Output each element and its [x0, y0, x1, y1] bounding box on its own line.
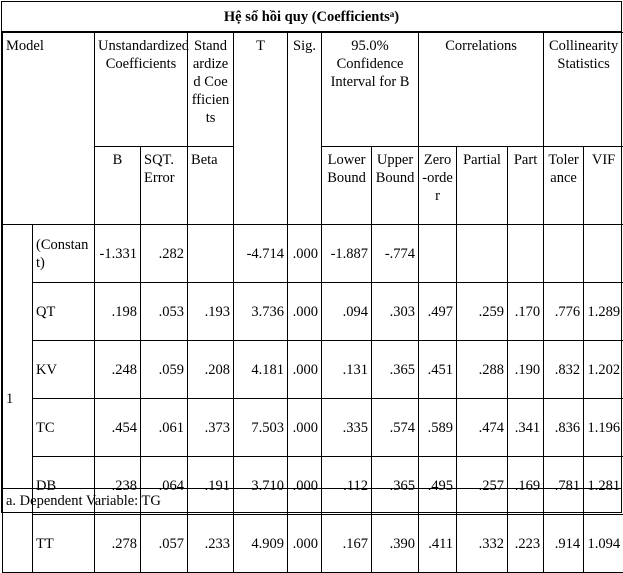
cell-upper: .365	[372, 457, 419, 515]
cell-lower: -1.887	[322, 225, 372, 283]
cell-beta: .373	[188, 399, 234, 457]
cell-vif: 1.094	[584, 515, 623, 573]
header-part: Part	[508, 147, 544, 225]
header-lower-bound: Lower Bound	[322, 147, 372, 225]
cell-vif	[584, 225, 623, 283]
table-row	[3, 283, 623, 341]
cell-zero	[419, 225, 457, 283]
table-row	[3, 225, 623, 283]
cell-lower: .131	[322, 341, 372, 399]
row-label: KV	[33, 341, 95, 399]
cell-b: .198	[95, 283, 141, 341]
header-partial: Partial	[457, 147, 508, 225]
cell-zero: .497	[419, 283, 457, 341]
cell-partial: .259	[457, 283, 508, 341]
cell-t: 4.181	[234, 341, 288, 399]
cell-beta: .191	[188, 457, 234, 515]
cell-sig: .000	[288, 341, 322, 399]
cell-tolerance: .832	[544, 341, 584, 399]
cell-t: -4.714	[234, 225, 288, 283]
cell-lower: .335	[322, 399, 372, 457]
cell-b: .238	[95, 457, 141, 515]
header-sig: Sig.	[288, 33, 322, 225]
header-correlations: Correlations	[419, 33, 544, 147]
cell-sig: .000	[288, 515, 322, 573]
cell-part: .169	[508, 457, 544, 515]
cell-sig: .000	[288, 283, 322, 341]
cell-zero: .451	[419, 341, 457, 399]
cell-beta	[188, 225, 234, 283]
cell-se: .061	[141, 399, 188, 457]
cell-t: 3.736	[234, 283, 288, 341]
cell-lower: .112	[322, 457, 372, 515]
cell-beta: .208	[188, 341, 234, 399]
cell-b: .454	[95, 399, 141, 457]
cell-b: .278	[95, 515, 141, 573]
header-zero-order: Zero-order	[419, 147, 457, 225]
header-upper-bound: Upper Bound	[372, 147, 419, 225]
header-unstandardized: Unstandardized Coefficients	[95, 33, 188, 147]
cell-tolerance: .781	[544, 457, 584, 515]
cell-beta: .233	[188, 515, 234, 573]
row-label: QT	[33, 283, 95, 341]
cell-partial: .288	[457, 341, 508, 399]
cell-se: .053	[141, 283, 188, 341]
cell-se: .282	[141, 225, 188, 283]
cell-zero: .411	[419, 515, 457, 573]
coefficients-table-frame	[1, 1, 622, 513]
header-b: B	[95, 147, 141, 225]
cell-part: .170	[508, 283, 544, 341]
title-superscript: a	[390, 9, 395, 19]
row-label: TC	[33, 399, 95, 457]
cell-t: 4.909	[234, 515, 288, 573]
cell-sig: .000	[288, 399, 322, 457]
header-std-error: SQT. Error	[141, 147, 188, 225]
header-tolerance: Tolerance	[544, 147, 584, 225]
cell-vif: 1.202	[584, 341, 623, 399]
cell-partial: .257	[457, 457, 508, 515]
header-beta: Beta	[188, 147, 234, 225]
cell-upper: .303	[372, 283, 419, 341]
row-label: DB	[33, 457, 95, 515]
cell-lower: .167	[322, 515, 372, 573]
cell-se: .057	[141, 515, 188, 573]
title-text: Hệ số hồi quy (Coefficients	[224, 9, 390, 25]
header-confidence-interval: 95.0% Confidence Interval for B	[322, 33, 419, 147]
table-row	[3, 515, 623, 573]
cell-se: .064	[141, 457, 188, 515]
header-collinearity: Collinearity Statistics	[544, 33, 623, 147]
table-title: Hệ số hồi quy (Coefficients$^a$)	[2, 2, 621, 32]
cell-partial	[457, 225, 508, 283]
table-row	[3, 399, 623, 457]
model-number: 1	[3, 225, 33, 573]
header-vif: VIF	[584, 147, 623, 225]
cell-upper: .390	[372, 515, 419, 573]
cell-part	[508, 225, 544, 283]
cell-tolerance: .836	[544, 399, 584, 457]
cell-t: 7.503	[234, 399, 288, 457]
cell-part: .223	[508, 515, 544, 573]
cell-se: .059	[141, 341, 188, 399]
cell-vif: 1.196	[584, 399, 623, 457]
header-t: T	[234, 33, 288, 225]
cell-upper: .574	[372, 399, 419, 457]
cell-tolerance: .914	[544, 515, 584, 573]
cell-b: .248	[95, 341, 141, 399]
cell-partial: .474	[457, 399, 508, 457]
cell-t: 3.710	[234, 457, 288, 515]
header-model: Model	[3, 33, 95, 225]
cell-tolerance	[544, 225, 584, 283]
cell-vif: 1.281	[584, 457, 623, 515]
cell-partial: .332	[457, 515, 508, 573]
header-standardized: Standardized Coefficients	[188, 33, 234, 147]
table-row	[3, 341, 623, 399]
cell-part: .190	[508, 341, 544, 399]
cell-beta: .193	[188, 283, 234, 341]
cell-sig: .000	[288, 457, 322, 515]
table-footnote: a. Dependent Variable: TG	[2, 488, 621, 512]
cell-upper: -.774	[372, 225, 419, 283]
cell-vif: 1.289	[584, 283, 623, 341]
cell-part: .341	[508, 399, 544, 457]
cell-lower: .094	[322, 283, 372, 341]
cell-b: -1.331	[95, 225, 141, 283]
cell-zero: .589	[419, 399, 457, 457]
cell-sig: .000	[288, 225, 322, 283]
cell-zero: .495	[419, 457, 457, 515]
cell-tolerance: .776	[544, 283, 584, 341]
row-label: TT	[33, 515, 95, 573]
cell-upper: .365	[372, 341, 419, 399]
row-label: (Constant)	[33, 225, 95, 283]
